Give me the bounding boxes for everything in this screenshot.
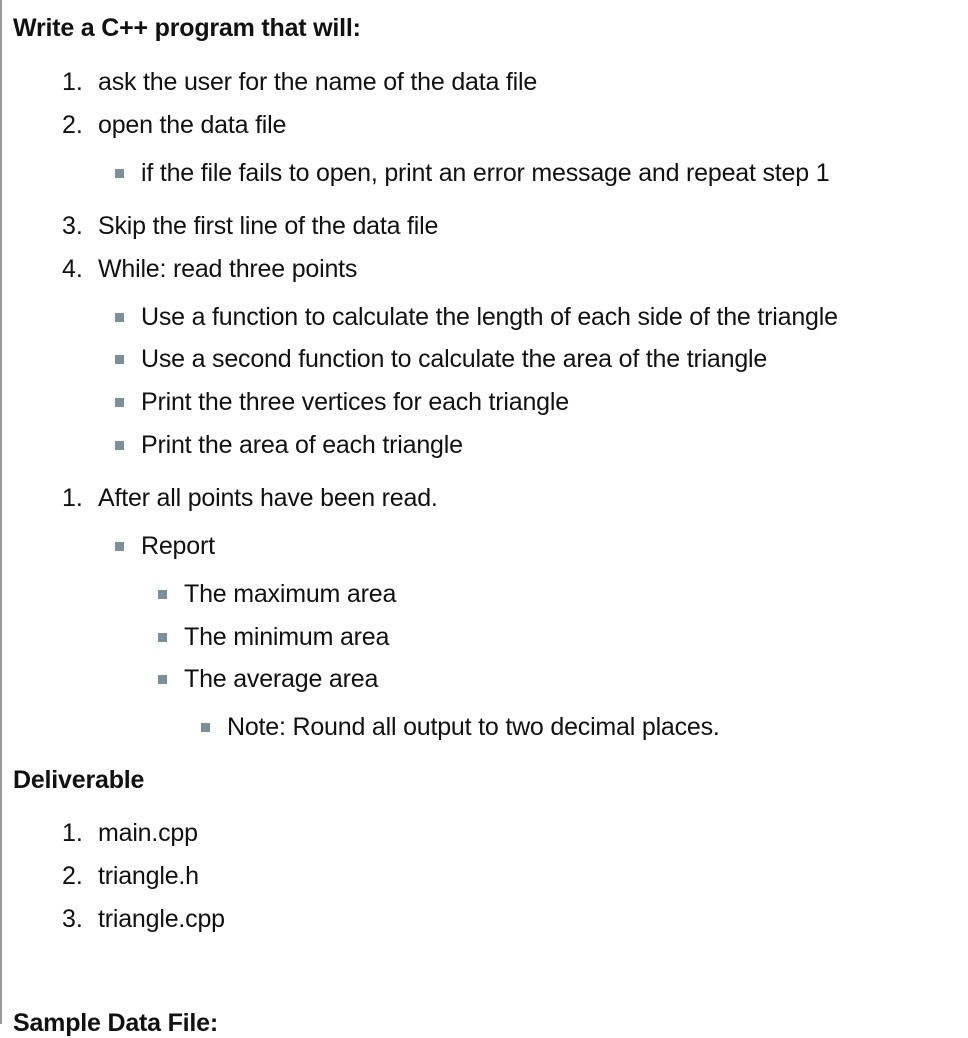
bullet-icon: [158, 675, 167, 684]
deliverable-heading: Deliverable: [13, 766, 145, 794]
step-number: 3.: [62, 212, 83, 240]
report-item: The minimum area: [184, 623, 390, 651]
step-number: 1.: [62, 484, 83, 512]
file-name: main.cpp: [98, 819, 198, 847]
bullet-icon: [158, 590, 167, 599]
file-number: 3.: [62, 905, 83, 933]
bullet-icon: [115, 355, 124, 364]
main-heading: Write a C++ program that will:: [13, 14, 361, 42]
step-number: 4.: [62, 255, 83, 283]
step-text: ask the user for the name of the data file: [98, 68, 538, 96]
file-name: triangle.h: [98, 862, 199, 890]
report-item: The maximum area: [184, 580, 397, 608]
bullet-icon: [115, 441, 124, 450]
sub-step-text: Use a function to calculate the length of each side of the triangle: [141, 303, 838, 331]
report-item: The average area: [184, 665, 379, 693]
bullet-icon: [115, 542, 124, 551]
bullet-icon: [115, 313, 124, 322]
sub-step-text: if the file fails to open, print an error message and repeat step 1: [141, 159, 830, 187]
sub-step-text: Use a second function to calculate the area of the triangle: [141, 345, 768, 373]
sub-step-text: Print the three vertices for each triangle: [141, 388, 569, 416]
step-text: open the data file: [98, 111, 287, 139]
bullet-icon: [201, 723, 210, 732]
report-label: Report: [141, 532, 215, 560]
file-name: triangle.cpp: [98, 905, 225, 933]
step-text: Skip the first line of the data file: [98, 212, 439, 240]
file-number: 1.: [62, 819, 83, 847]
bullet-icon: [158, 633, 167, 642]
sub-step-text: Print the area of each triangle: [141, 431, 463, 459]
note-text: Note: Round all output to two decimal places.: [227, 713, 720, 741]
bullet-icon: [115, 169, 124, 178]
step-number: 1.: [62, 68, 83, 96]
step-text: After all points have been read.: [98, 484, 438, 512]
step-number: 2.: [62, 111, 83, 139]
bullet-icon: [115, 398, 124, 407]
file-number: 2.: [62, 862, 83, 890]
step-text: While: read three points: [98, 255, 358, 283]
sample-heading: Sample Data File:: [13, 1009, 218, 1037]
